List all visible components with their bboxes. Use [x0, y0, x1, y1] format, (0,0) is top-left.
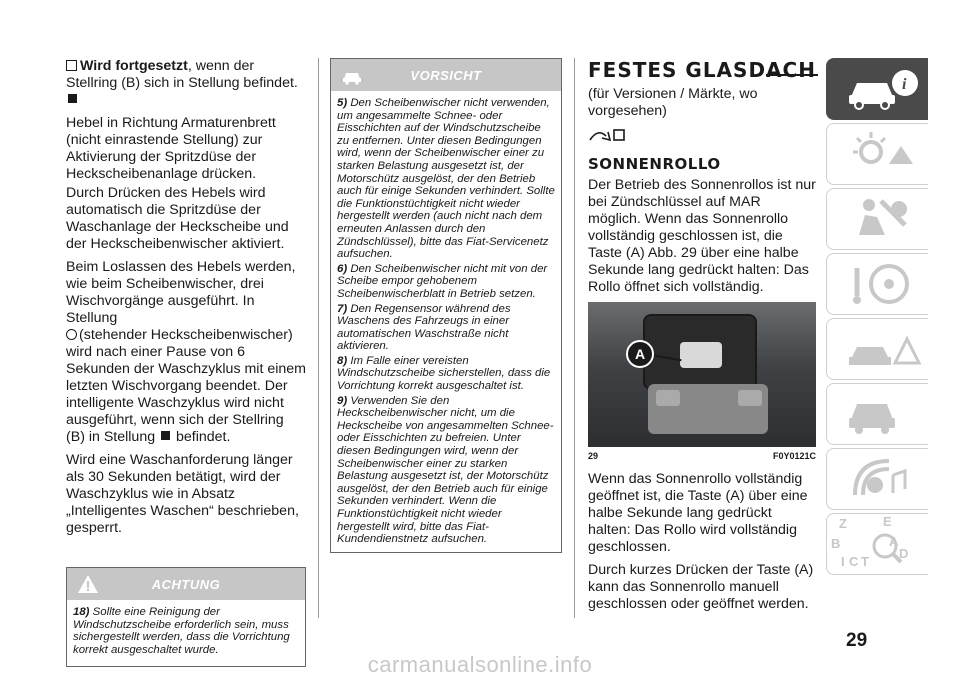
position-marker-icon [161, 431, 170, 440]
paragraph-open: Der Betrieb des Sonnenrollos ist nur bei Zündschlüssel auf MAR möglich. Wenn das Sonnenrollo vollständig geschlossen ist, die Taste (A) Abb. 29 über eine halbe Sekunde lang gedrückt halten: Das Rollo öffnet sich vollständig. [588, 177, 816, 295]
paragraph-lever: Hebel in Richtung Armaturenbrett (nicht einrastende Stellung) zur Aktivierung der Spritzdüse der Heckscheibenanlage drücken. [66, 115, 276, 182]
paragraph-long-press: Wird eine Waschanforderung länger als 30 Sekunden betätigt, wird der Waschzyklus wie in Absatz „Intelligentes Waschen“ beschrieben, gesperrt. [66, 452, 299, 536]
achtung-header [67, 568, 305, 600]
end-marker-icon [68, 94, 77, 103]
achtung-note: 18) Sollte eine Reinigung der Windschutzscheibe erforderlich sein, muss sichergestellt werden, dass die Vorrichtung korrekt ausgeschaltet wurde. [73, 606, 290, 656]
index-letters: Z E B A D I C T [831, 514, 909, 569]
version-symbol-icon [588, 126, 628, 144]
tab-multimedia[interactable] [826, 448, 928, 510]
achtung-title: ACHTUNG [151, 577, 221, 592]
vorsicht-note: 8) Im Falle einer vereisten Windschutzscheibe sicherstellen, dass die Vorrichtung korrekt ausgeschaltet ist. [337, 354, 551, 393]
column-divider [318, 58, 319, 618]
heading-rule [766, 74, 818, 76]
vorsicht-box [330, 58, 562, 553]
warning-lights-icon [845, 130, 921, 176]
reading-light-right [738, 390, 762, 406]
safety-airbag-icon [845, 195, 921, 241]
callout-a-badge: A [626, 340, 654, 368]
vorsicht-note: 9) Verwenden Sie den Heckscheibenwischer nicht, um die Heckscheibe von angesammelten Schnee- oder Eisschichten zu befreien. Unter diesen Bedingungen wird, wenn der Scheibenwischer einer zu starken Belastung ausgesetzt ist, der Motorschütz ausgelöst, der den Betrieb auch für einige Sekunden verhindert. Wenn die Funktionstüchtigkeit nicht wieder hergestellt wird, bitte das Fiat-Kundendienstnetz aufsuchen. [337, 394, 554, 546]
paragraph-manual: Durch kurzes Drücken der Taste (A) kann das Sonnenrollo manuell geschlossen oder geöffnet werden. [588, 562, 814, 612]
subsection-heading: SONNENROLLO [588, 155, 721, 173]
tab-warning-lights[interactable] [826, 123, 928, 185]
tab-safety[interactable] [826, 188, 928, 250]
column-divider [574, 58, 575, 618]
sunroof-button [680, 342, 722, 368]
watermark: carmanualsonline.info [367, 652, 593, 677]
tab-index[interactable] [826, 513, 928, 575]
figure-code: F0Y0121C [772, 451, 816, 461]
left-column [66, 58, 306, 667]
maintenance-icon [845, 390, 921, 436]
right-column [588, 58, 816, 619]
vorsicht-note: 6) Den Scheibenwischer nicht mit von der Scheibe empor gehobenem Scheibenwischerblatt in Betrieb setzen. [337, 262, 548, 300]
section-heading: FESTES GLASDACH [588, 58, 816, 82]
off-position-icon [66, 329, 77, 340]
figure-number: 29 [588, 451, 599, 461]
version-note: (für Versionen / Märkte, wo vorgesehen) [588, 86, 758, 119]
tab-maintenance[interactable] [826, 383, 928, 445]
tab-driving[interactable] [826, 253, 928, 315]
svg-text:i: i [902, 76, 907, 93]
figure-caption [588, 451, 816, 461]
wiper-symbol-icon [66, 60, 77, 71]
multimedia-icon [845, 455, 921, 501]
tab-car-info[interactable] [826, 58, 928, 120]
paragraph-close: Wenn das Sonnenrollo vollständig geöffnet ist, die Taste (A) über eine halbe Sekunde lang gedrückt halten: Das Rollo wird vollständig geschlossen. [588, 471, 808, 555]
chapter-tabs [826, 58, 928, 578]
vorsicht-title: VORSICHT [410, 68, 482, 83]
vorsicht-note: 5) Den Scheibenwischer nicht verwenden, um angesammelte Schnee- oder Eisschichten auf der Windschutzscheibe zu entfernen. Unter diesen Bedingungen wird, wenn der Scheibenwischer einer zu starken Belastung ausgesetzt ist, der Motorschütz ausgelöst, der den Betrieb auch für einige Sekunden verhindert. Sollte die Funktionstüchtigkeit nicht wieder hergestellt werden (auch nicht nach dem erneuten Anlassen durch den Zündschlüssel), bitte das Fiat-Servicenetz aufsuchen. [337, 97, 555, 261]
figure-photo [588, 302, 816, 447]
vorsicht-header [331, 59, 561, 91]
paragraph-auto: Durch Drücken des Hebels wird automatisch die Spritzdüse der Waschanlage der Heckscheibe und der Heckscheibenwischer aktiviert. [66, 185, 289, 252]
paragraph-release: Beim Loslassen des Hebels werden, wie beim Scheibenwischer, drei Wischvorgänge ausgeführt. In Stellung (stehender Heckscheibenwischer) wird nach einer Pause von 6 Sekunden der Waschzyklus mit einem letzten Wischvorgang beendet. Der intelligente Waschzyklus wird nicht ausgeführt, wenn sich der Stellring (B) in Stellung befindet. [66, 259, 306, 445]
car-info-icon [845, 65, 921, 111]
reading-light-left [656, 390, 680, 406]
paragraph-continued: Wird fortgesetzt, wenn der Stellring (B) sich in Stellung befindet. [66, 58, 306, 109]
emergency-icon [845, 325, 921, 371]
middle-column [330, 58, 562, 553]
vorsicht-note: 7) Den Regensensor während des Waschens des Fahrzeugs in einer automatischen Waschstraße nicht aktivieren. [337, 302, 511, 353]
page-number: 29 [846, 630, 868, 651]
tab-emergency[interactable] [826, 318, 928, 380]
steering-wheel-icon [845, 260, 921, 306]
